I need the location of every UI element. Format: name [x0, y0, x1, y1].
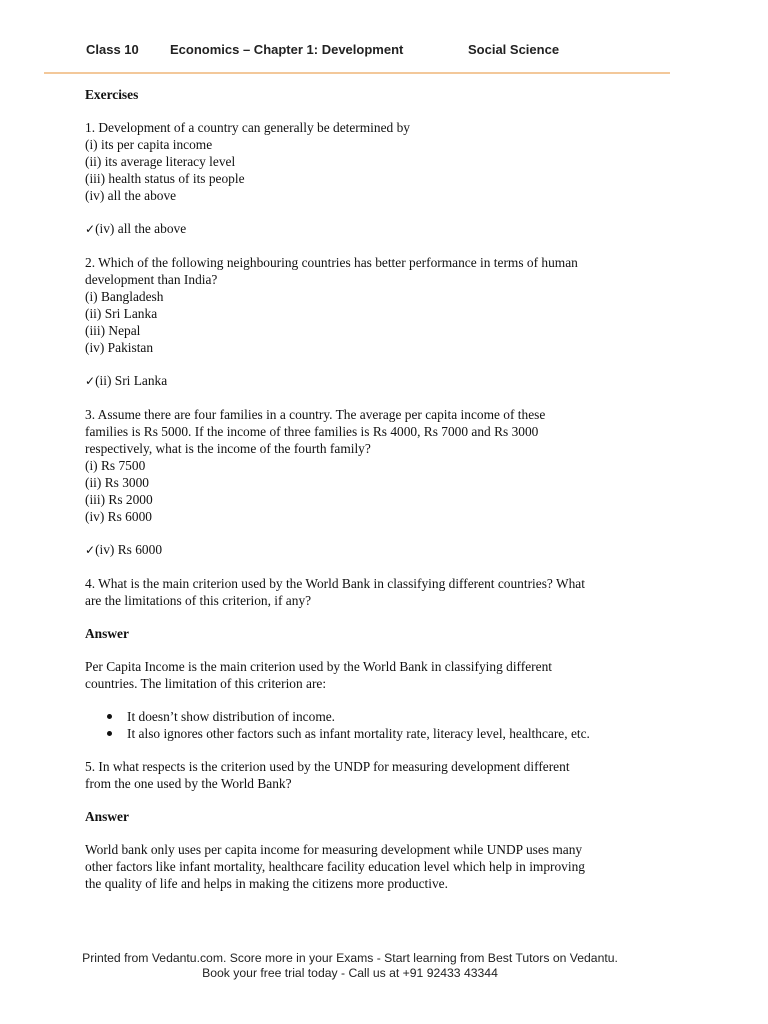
option: (iii) health status of its people [85, 171, 245, 186]
exercises-heading: Exercises [85, 87, 139, 102]
chapter-title: Economics – Chapter 1: Development [170, 42, 404, 57]
option: (i) its per capita income [85, 137, 213, 152]
subject-label: Social Science [468, 42, 560, 57]
header-divider [44, 72, 670, 74]
limitations-list [85, 708, 625, 742]
option: (iii) Rs 2000 [85, 492, 153, 507]
option: (i) Rs 7500 [85, 458, 146, 473]
answer-text: (ii) Sri Lanka [95, 373, 168, 388]
answer-line [85, 220, 625, 238]
option: (ii) its average literacy level [85, 154, 236, 169]
option: (iv) Rs 6000 [85, 509, 152, 524]
answer-text: Per Capita Income is the main criterion used by the World Bank in classifying different [85, 659, 552, 674]
footer-line: Book your free trial today - Call us at +91 92433 43344 [202, 966, 498, 980]
answer-text: (iv) Rs 6000 [95, 542, 163, 557]
question-text: 1. Development of a country can generally be determined by [85, 120, 410, 135]
answer-line [85, 372, 625, 390]
answer-text: countries. The limitation of this criterion are: [85, 676, 327, 691]
option: (iv) Pakistan [85, 340, 154, 355]
question-text: 2. Which of the following neighbouring countries has better performance in terms of human [85, 255, 578, 270]
answer-text: the quality of life and helps in making the citizens more productive. [85, 876, 448, 891]
list-item: It doesn’t show distribution of income. [127, 708, 625, 725]
footer-line: Printed from Vedantu.com. Score more in your Exams - Start learning from Best Tutors on Vedantu. [82, 951, 618, 965]
question-4 [85, 575, 625, 742]
page-footer [0, 951, 700, 981]
question-text: families is Rs 5000. If the income of three families is Rs 4000, Rs 7000 and Rs 3000 [85, 424, 539, 439]
list-item: It also ignores other factors such as infant mortality rate, literacy level, healthcare, etc. [127, 725, 625, 742]
checkmark-icon: ✓ [85, 222, 96, 236]
question-text: 4. What is the main criterion used by the World Bank in classifying different countries? What [85, 576, 585, 591]
option: (iii) Nepal [85, 323, 141, 338]
question-text: 5. In what respects is the criterion used by the UNDP for measuring development different [85, 759, 570, 774]
option: (i) Bangladesh [85, 289, 164, 304]
option: (ii) Sri Lanka [85, 306, 158, 321]
question-text: 3. Assume there are four families in a country. The average per capita income of these [85, 407, 546, 422]
answer-heading: Answer [85, 809, 129, 824]
question-text: are the limitations of this criterion, if any? [85, 593, 312, 608]
document-body [85, 86, 625, 892]
option: (iv) all the above [85, 188, 177, 203]
answer-text: (iv) all the above [95, 221, 187, 236]
checkmark-icon: ✓ [85, 543, 96, 557]
question-1 [85, 119, 625, 238]
answer-text: World bank only uses per capita income for measuring development while UNDP uses many [85, 842, 583, 857]
option: (ii) Rs 3000 [85, 475, 149, 490]
page-header [0, 42, 768, 62]
question-2 [85, 254, 625, 390]
answer-heading: Answer [85, 626, 129, 641]
answer-line [85, 541, 625, 559]
question-text: from the one used by the World Bank? [85, 776, 292, 791]
question-text: respectively, what is the income of the fourth family? [85, 441, 371, 456]
answer-text: other factors like infant mortality, healthcare facility education level which help in improving [85, 859, 585, 874]
question-5 [85, 758, 625, 892]
question-3 [85, 406, 625, 559]
question-text: development than India? [85, 272, 218, 287]
class-label: Class 10 [86, 42, 139, 57]
checkmark-icon: ✓ [85, 374, 96, 388]
